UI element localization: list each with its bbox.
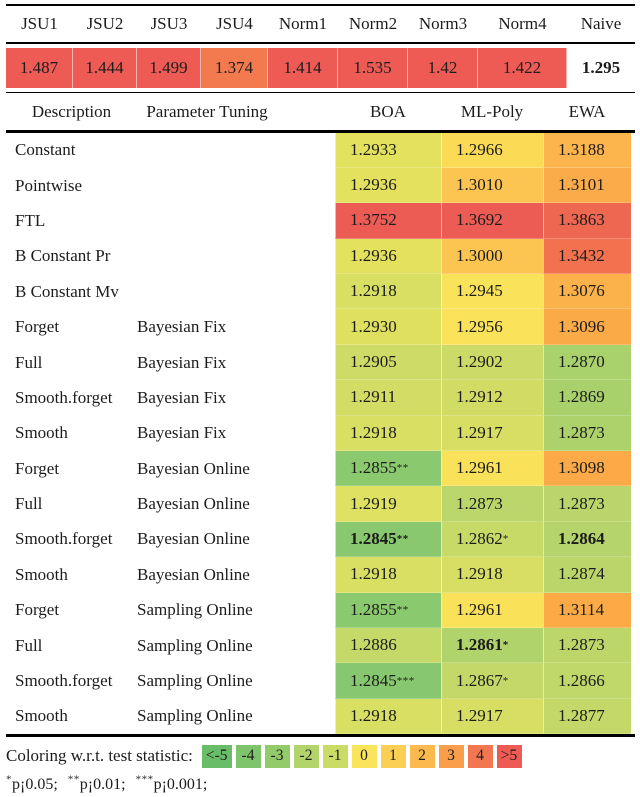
benchmark-value-cell: 1.499: [137, 48, 201, 88]
row-parameter-tuning: Bayesian Online: [137, 494, 250, 514]
value-cell-boa: 1.2911: [335, 380, 441, 415]
value-cell-ewa: 1.3101: [543, 168, 631, 203]
legend-bin: -3: [265, 745, 290, 768]
significance-footnote: [6, 773, 640, 797]
row-parameter-tuning: [137, 133, 277, 168]
value-cell-ewa: 1.2874: [543, 557, 631, 592]
header-boa: BOA: [370, 101, 406, 121]
row-description: Forget: [15, 600, 60, 620]
value-cell-ewa: 1.2870: [543, 345, 631, 380]
footnote-segment: **p¡0.01;: [67, 773, 126, 794]
results-row: [6, 203, 635, 238]
value-cell-ml-poly: 1.3010: [441, 168, 543, 203]
row-description: Smooth.forget: [15, 529, 113, 549]
row-description: B Constant Pr: [15, 246, 111, 266]
value-cell-ml-poly: 1.3000: [441, 239, 543, 274]
value-cell-boa: 1.2918: [335, 274, 441, 309]
benchmark-table-values: [6, 48, 635, 88]
row-parameter-tuning: Bayesian Online: [137, 564, 250, 584]
value-cell-boa: 1.2905: [335, 345, 441, 380]
benchmark-column-header: JSU2: [86, 14, 124, 33]
results-row: [6, 133, 635, 168]
value-cell-ewa: 1.2864: [543, 522, 631, 557]
results-table-header: [6, 93, 635, 130]
results-row: [6, 309, 635, 344]
column-gap: [277, 416, 335, 451]
row-description: B Constant Mv: [15, 281, 119, 301]
benchmark-column-header: Norm1: [278, 14, 328, 33]
row-parameter-tuning: Bayesian Fix: [137, 317, 227, 337]
benchmark-column-header: JSU4: [216, 14, 253, 33]
value-cell-boa: 1.2855 **: [335, 593, 441, 628]
results-table-body: [6, 133, 635, 735]
results-row: [6, 663, 635, 698]
results-row: [6, 699, 635, 734]
value-cell-ml-poly: 1.2917: [441, 416, 543, 451]
results-row: [6, 593, 635, 628]
row-description: Forget: [15, 317, 60, 337]
column-gap: [277, 133, 335, 168]
value-cell-ewa: 1.3863: [543, 203, 631, 238]
benchmark-value-cell: 1.42: [408, 48, 478, 88]
value-cell-boa: 1.2886: [335, 628, 441, 663]
column-gap: [277, 168, 335, 203]
value-cell-ewa: 1.3098: [543, 451, 631, 486]
legend-bin: 0: [352, 745, 377, 768]
results-row: [6, 486, 635, 521]
legend-bin: 2: [410, 745, 435, 768]
value-cell-boa: 1.2933: [335, 133, 441, 168]
value-cell-ewa: 1.3114: [543, 593, 631, 628]
row-parameter-tuning: Bayesian Online: [137, 458, 250, 478]
value-cell-boa: 1.2919: [335, 486, 441, 521]
row-description: Smooth: [15, 423, 68, 443]
legend-bin: <-5: [202, 745, 232, 768]
row-description: Smooth: [15, 564, 68, 584]
results-row: [6, 239, 635, 274]
column-gap: [277, 203, 335, 238]
header-parameter-tuning: Parameter Tuning: [146, 101, 268, 121]
row-parameter-tuning: Sampling Online: [137, 671, 253, 691]
column-gap: [277, 557, 335, 592]
row-parameter-tuning: Bayesian Online: [137, 529, 250, 549]
value-cell-boa: 1.2930: [335, 309, 441, 344]
benchmark-column-header: Norm3: [418, 14, 468, 33]
row-description: Constant: [15, 140, 76, 160]
column-gap: [277, 345, 335, 380]
results-row: [6, 274, 635, 309]
value-cell-ml-poly: 1.3692: [441, 203, 543, 238]
row-parameter-tuning: Sampling Online: [137, 706, 253, 726]
row-parameter-tuning: [137, 168, 277, 203]
benchmark-value-cell: 1.487: [6, 48, 73, 88]
significance-stars: **: [67, 773, 80, 786]
value-cell-ewa: 1.2869: [543, 380, 631, 415]
benchmark-value-cell: 1.444: [73, 48, 137, 88]
value-cell-boa: 1.2845 **: [335, 522, 441, 557]
legend-label: Coloring w.r.t. test statistic:: [6, 746, 193, 766]
row-description: FTL: [15, 210, 46, 230]
value-cell-boa: 1.2918: [335, 416, 441, 451]
color-legend: [6, 744, 640, 768]
column-gap: [277, 628, 335, 663]
value-cell-ewa: 1.2877: [543, 699, 631, 734]
value-cell-ml-poly: 1.2945: [441, 274, 543, 309]
value-cell-ewa: 1.2873: [543, 628, 631, 663]
benchmark-column-header: JSU1: [21, 14, 58, 33]
footnote-segment: *p¡0.05;: [6, 773, 58, 794]
value-cell-ml-poly: 1.2918: [441, 557, 543, 592]
benchmark-midrule: [6, 42, 635, 44]
benchmark-value-cell: 1.374: [201, 48, 268, 88]
legend-bin: 3: [439, 745, 464, 768]
legend-bin: -1: [323, 745, 348, 768]
value-cell-ml-poly: 1.2966: [441, 133, 543, 168]
legend-bin: 4: [468, 745, 493, 768]
benchmark-value-cell: 1.295: [567, 48, 635, 88]
significance-stars: ***: [135, 773, 154, 786]
value-cell-ml-poly: 1.2961: [441, 593, 543, 628]
row-parameter-tuning: [137, 203, 277, 238]
value-cell-ml-poly: 1.2867 *: [441, 663, 543, 698]
column-gap: [277, 451, 335, 486]
legend-bin: 1: [381, 745, 406, 768]
row-parameter-tuning: [137, 239, 277, 274]
benchmark-value-cell: 1.422: [478, 48, 567, 88]
value-cell-ml-poly: 1.2861 *: [441, 628, 543, 663]
results-row: [6, 628, 635, 663]
value-cell-ewa: 1.2873: [543, 486, 631, 521]
value-cell-ewa: 1.2873: [543, 416, 631, 451]
value-cell-ml-poly: 1.2862 *: [441, 522, 543, 557]
value-cell-ewa: 1.2866: [543, 663, 631, 698]
value-cell-boa: 1.2855 **: [335, 451, 441, 486]
value-cell-boa: 1.2936: [335, 239, 441, 274]
row-parameter-tuning: Sampling Online: [137, 635, 253, 655]
significance-stars: *: [6, 773, 12, 786]
row-description: Smooth.forget: [15, 671, 113, 691]
row-description: Forget: [15, 458, 60, 478]
value-cell-ewa: 1.3076: [543, 274, 631, 309]
row-parameter-tuning: Bayesian Fix: [137, 352, 227, 372]
header-ewa: EWA: [568, 101, 606, 121]
benchmark-column-header: Naive: [580, 14, 622, 33]
value-cell-boa: 1.3752: [335, 203, 441, 238]
footnote-segment: ***p¡0.001;: [135, 773, 208, 794]
row-description: Smooth: [15, 706, 68, 726]
row-parameter-tuning: Bayesian Fix: [137, 423, 227, 443]
header-ml-poly: ML-Poly: [460, 101, 524, 121]
value-cell-ewa: 1.3432: [543, 239, 631, 274]
row-parameter-tuning: Bayesian Fix: [137, 387, 227, 407]
benchmark-column-header: Norm4: [498, 14, 547, 33]
row-description: Full: [15, 352, 43, 372]
column-gap: [277, 309, 335, 344]
row-description: Full: [15, 494, 43, 514]
results-row: [6, 168, 635, 203]
results-row: [6, 522, 635, 557]
legend-bin: >5: [497, 745, 522, 768]
value-cell-ml-poly: 1.2902: [441, 345, 543, 380]
value-cell-ml-poly: 1.2956: [441, 309, 543, 344]
value-cell-ml-poly: 1.2917: [441, 699, 543, 734]
column-gap: [277, 486, 335, 521]
column-gap: [277, 522, 335, 557]
results-row: [6, 345, 635, 380]
results-row: [6, 380, 635, 415]
column-gap: [277, 699, 335, 734]
row-parameter-tuning: Sampling Online: [137, 600, 253, 620]
column-gap: [277, 593, 335, 628]
benchmark-value-cell: 1.535: [338, 48, 408, 88]
header-description: Description: [31, 101, 112, 121]
row-description: Smooth.forget: [15, 387, 113, 407]
column-gap: [277, 380, 335, 415]
benchmark-column-header: Norm2: [348, 14, 398, 33]
row-description: Pointwise: [15, 175, 83, 195]
value-cell-boa: 1.2918: [335, 557, 441, 592]
value-cell-boa: 1.2918: [335, 699, 441, 734]
value-cell-ml-poly: 1.2961: [441, 451, 543, 486]
results-row: [6, 416, 635, 451]
value-cell-ml-poly: 1.2873: [441, 486, 543, 521]
row-description: Full: [15, 635, 43, 655]
column-gap: [277, 663, 335, 698]
row-parameter-tuning: [137, 274, 277, 309]
value-cell-ewa: 1.3096: [543, 309, 631, 344]
benchmark-value-cell: 1.414: [268, 48, 338, 88]
legend-bin: -2: [294, 745, 319, 768]
benchmark-column-header: JSU3: [150, 14, 188, 33]
results-row: [6, 557, 635, 592]
column-gap: [277, 239, 335, 274]
results-row: [6, 451, 635, 486]
value-cell-boa: 1.2936: [335, 168, 441, 203]
value-cell-ml-poly: 1.2912: [441, 380, 543, 415]
value-cell-boa: 1.2845 ***: [335, 663, 441, 698]
value-cell-ewa: 1.3188: [543, 133, 631, 168]
legend-bin: -4: [236, 745, 261, 768]
results-bottom-rule: [6, 734, 635, 737]
column-gap: [277, 274, 335, 309]
benchmark-table-header: [6, 6, 635, 42]
